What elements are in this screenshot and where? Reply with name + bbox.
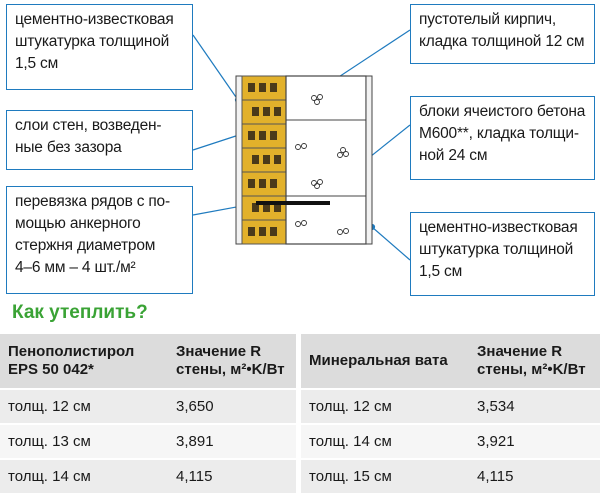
- table-cell: 4,115: [168, 459, 296, 494]
- brick-hole: [248, 179, 255, 188]
- callout-line: штукатурка толщиной: [419, 241, 574, 258]
- brick-hole: [248, 131, 255, 140]
- callout-line: штукатурка толщиной: [15, 33, 170, 50]
- callout-wall-layers: [6, 110, 193, 170]
- table-row: [0, 424, 296, 459]
- table-header-r-value: Значение R стены, м²•K/Вт: [469, 334, 600, 389]
- brick-hole: [270, 227, 277, 236]
- brick-hole: [270, 83, 277, 92]
- table-cell: толщ. 14 см: [301, 424, 469, 459]
- anchor-rod: [256, 201, 330, 205]
- callout-line: кладка толщиной 12 см: [419, 33, 585, 50]
- brick-hole: [259, 179, 266, 188]
- table-cell: 3,534: [469, 389, 600, 424]
- table-row: [301, 459, 600, 494]
- table-cell: толщ. 12 см: [301, 389, 469, 424]
- callout-line: слои стен, возведен-: [15, 117, 162, 134]
- section-title: Как утеплить?: [12, 302, 148, 323]
- brick-hole: [248, 227, 255, 236]
- callout-line: цементно-известковая: [15, 11, 174, 28]
- brick-hole: [252, 107, 259, 116]
- table-cell: толщ. 12 см: [0, 389, 168, 424]
- callout-line: перевязка рядов с по-: [15, 193, 170, 210]
- brick-hole: [259, 227, 266, 236]
- brick-hole: [252, 155, 259, 164]
- callout-hollow-brick: [410, 4, 595, 64]
- table-cell: 3,921: [469, 424, 600, 459]
- callout-line: ной 24 см: [419, 147, 488, 164]
- brick-hole: [270, 179, 277, 188]
- callout-line: блоки ячеистого бетона: [419, 103, 586, 120]
- callout-line: 1,5 см: [419, 263, 463, 280]
- callout-line: цементно-известковая: [419, 219, 578, 236]
- brick-hole: [259, 131, 266, 140]
- callout-line: пустотелый кирпич,: [419, 11, 556, 28]
- brick-column: [242, 76, 286, 244]
- callout-line: стержня диаметром: [15, 237, 156, 254]
- brick-hole: [259, 83, 266, 92]
- table-header-r-value: Значение R стены, м²•K/Вт: [168, 334, 296, 389]
- table-cell: 4,115: [469, 459, 600, 494]
- brick-hole: [270, 131, 277, 140]
- table-header-material: Пенополистирол EPS 50 042*: [0, 334, 168, 389]
- callout-line: ные без зазора: [15, 139, 122, 156]
- callout-line: 4–6 мм – 4 шт./м²: [15, 259, 136, 276]
- table-header-material: Минеральная вата: [301, 334, 469, 389]
- table-cell: толщ. 15 см: [301, 459, 469, 494]
- table-row: [0, 459, 296, 494]
- brick-hole: [274, 155, 281, 164]
- table-row: [301, 424, 600, 459]
- table-cell: толщ. 14 см: [0, 459, 168, 494]
- callout-inner-plaster: [410, 212, 595, 296]
- brick-hole: [263, 155, 270, 164]
- table-mineral-wool: [301, 334, 600, 495]
- brick-hole: [274, 107, 281, 116]
- table-header-row: [301, 334, 600, 389]
- table-cell: 3,650: [168, 389, 296, 424]
- callout-line: 1,5 см: [15, 55, 59, 72]
- table-row: [301, 389, 600, 424]
- callout-outer-plaster: [6, 4, 193, 90]
- brick-hole: [263, 107, 270, 116]
- table-header-row: [0, 334, 296, 389]
- callout-line: мощью анкерного: [15, 215, 141, 232]
- table-cell: 3,891: [168, 424, 296, 459]
- callout-line: М600**, кладка толщи-: [419, 125, 579, 142]
- callout-aerated-blocks: [410, 96, 595, 180]
- callout-anchor-tie: [6, 186, 193, 294]
- table-cell: толщ. 13 см: [0, 424, 168, 459]
- table-polystyrene: [0, 334, 296, 495]
- aerated-concrete-blocks: [286, 76, 366, 244]
- table-row: [0, 389, 296, 424]
- brick-hole: [248, 83, 255, 92]
